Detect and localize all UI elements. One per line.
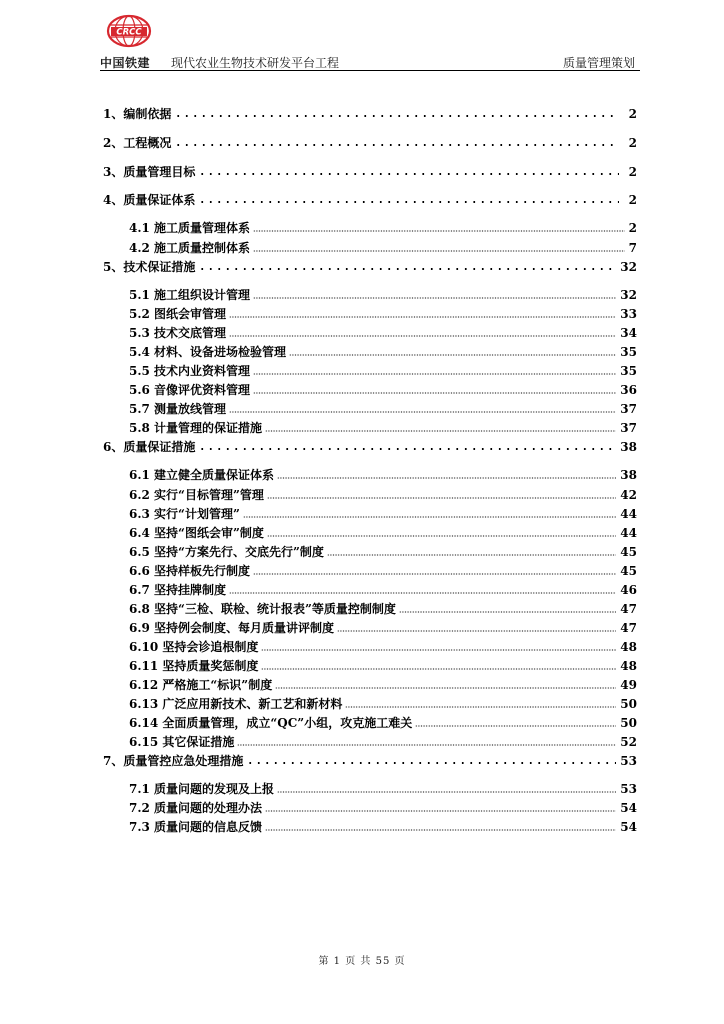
toc-entry-title: 1、编制依据 (103, 107, 172, 121)
toc-entry-title: 5.4 材料、设备进场检验管理 (129, 345, 287, 359)
toc-leader (198, 447, 616, 451)
toc-entry-title: 6.6 坚持样板先行制度 (129, 564, 251, 578)
toc-leader (253, 572, 616, 576)
page-number-label: 第 1 页 共 55 页 (318, 956, 406, 967)
toc-entry-page: 35 (620, 345, 637, 359)
toc-entry[interactable] (129, 522, 637, 540)
toc-entry-title: 5.3 技术交底管理 (129, 326, 227, 340)
toc-entry-title: 5.2 图纸会审管理 (129, 307, 227, 321)
toc-entry-page: 45 (620, 545, 637, 559)
toc-entry-page: 32 (620, 288, 637, 302)
toc-leader (174, 143, 619, 147)
toc-entry-page: 42 (620, 488, 637, 502)
toc-entry-page: 7 (628, 241, 637, 255)
toc-entry[interactable] (129, 693, 637, 711)
toc-entry[interactable] (103, 750, 637, 768)
toc-leader (253, 296, 616, 300)
toc-entry-page: 49 (620, 678, 637, 692)
toc-entry-page: 52 (620, 735, 637, 749)
toc-leader (229, 334, 616, 338)
toc-entry[interactable] (103, 161, 637, 179)
toc-entry[interactable] (129, 674, 637, 692)
toc-entry[interactable] (103, 256, 637, 274)
toc-entry[interactable] (103, 132, 637, 150)
toc-entry-page: 38 (620, 468, 637, 482)
toc-entry[interactable] (129, 303, 637, 321)
toc-entry[interactable] (129, 484, 637, 502)
toc-entry-page: 2 (628, 165, 637, 179)
toc-entry-page: 2 (628, 193, 637, 207)
toc-entry-page: 38 (620, 440, 637, 454)
toc-entry[interactable] (129, 636, 637, 654)
toc-entry-page: 47 (620, 621, 637, 635)
toc-entry-page: 54 (620, 801, 637, 815)
toc-entry-page: 46 (620, 583, 637, 597)
toc-leader (415, 724, 616, 728)
toc-entry[interactable] (129, 655, 637, 673)
toc-leader (261, 648, 616, 652)
toc-leader (253, 249, 625, 253)
toc-entry-page: 47 (620, 602, 637, 616)
toc-entry[interactable] (103, 103, 637, 121)
toc-entry-title: 6.3 实行“计划管理” (129, 507, 240, 521)
toc-entry-title: 6.13 广泛应用新技术、新工艺和新材料 (129, 697, 343, 711)
toc-entry[interactable] (129, 617, 637, 635)
toc-leader (289, 353, 616, 357)
toc-entry[interactable] (129, 322, 637, 340)
toc-leader (253, 391, 616, 395)
toc-entry-page: 53 (620, 754, 637, 768)
toc-entry-title: 5.1 施工组织设计管理 (129, 288, 251, 302)
toc-entry-title: 7.3 质量问题的信息反馈 (129, 820, 263, 834)
toc-entry-page: 35 (620, 364, 637, 378)
toc-entry[interactable] (129, 541, 637, 559)
toc-entry[interactable] (129, 579, 637, 597)
toc-entry-title: 4、质量保证体系 (103, 193, 196, 207)
toc-entry-title: 5、技术保证措施 (103, 260, 196, 274)
toc-entry-page: 53 (620, 782, 637, 796)
toc-leader (243, 515, 616, 519)
toc-entry[interactable] (129, 560, 637, 578)
toc-entry[interactable] (129, 797, 637, 815)
toc-entry-page: 2 (628, 136, 637, 150)
toc-entry[interactable] (103, 436, 637, 454)
toc-entry-title: 6.1 建立健全质量保证体系 (129, 468, 275, 482)
toc-entry[interactable] (129, 360, 637, 378)
toc-entry-title: 6、质量保证措施 (103, 440, 196, 454)
toc-leader (229, 410, 616, 414)
toc-entry-page: 45 (620, 564, 637, 578)
toc-entry-title: 5.7 测量放线管理 (129, 402, 227, 416)
toc-entry-page: 48 (620, 640, 637, 654)
toc-leader (275, 686, 616, 690)
toc-entry-page: 2 (628, 221, 637, 235)
toc-entry-page: 54 (620, 820, 637, 834)
page-header (100, 10, 640, 71)
toc-leader (265, 429, 616, 433)
toc-entry-title: 6.2 实行“目标管理”管理 (129, 488, 264, 502)
toc-entry[interactable] (129, 778, 637, 796)
toc-entry-page: 50 (620, 697, 637, 711)
toc-entry-page: 37 (620, 402, 637, 416)
toc-leader (253, 372, 616, 376)
toc-leader (277, 476, 616, 480)
toc-entry[interactable] (129, 464, 637, 482)
toc-entry[interactable] (129, 598, 637, 616)
toc-entry-page: 37 (620, 421, 637, 435)
toc-leader (174, 114, 619, 118)
toc-entry-title: 6.11 坚持质量奖惩制度 (129, 659, 259, 673)
toc-leader (277, 790, 616, 794)
toc-entry-page: 44 (620, 526, 637, 540)
company-name: 中国铁建 (100, 56, 151, 70)
toc-entry-page: 34 (620, 326, 637, 340)
toc-entry[interactable] (129, 217, 637, 235)
toc-leader (246, 761, 616, 765)
toc-entry[interactable] (129, 816, 637, 834)
toc-entry-title: 6.4 坚持“图纸会审”制度 (129, 526, 264, 540)
toc-leader (198, 267, 616, 271)
toc-entry-title: 6.15 其它保证措施 (129, 735, 235, 749)
document-title: 质量管理策划 (562, 56, 635, 70)
toc-entry-title: 6.12 严格施工“标识”制度 (129, 678, 273, 692)
toc-entry-title: 4.1 施工质量管理体系 (129, 221, 251, 235)
toc-entry-title: 7.2 质量问题的处理办法 (129, 801, 263, 815)
toc-entry[interactable] (103, 189, 637, 207)
toc-leader (345, 705, 616, 709)
toc-leader (261, 667, 616, 671)
toc-leader (327, 553, 616, 557)
toc-entry-title: 6.9 坚持例会制度、每月质量讲评制度 (129, 621, 335, 635)
project-name: 现代农业生物技术研发平台工程 (171, 56, 340, 70)
toc-entry-page: 33 (620, 307, 637, 321)
toc-entry-page: 2 (628, 107, 637, 121)
toc-entry-title: 6.5 坚持“方案先行、交底先行”制度 (129, 545, 324, 559)
toc-entry-title: 3、质量管理目标 (103, 165, 196, 179)
toc-leader (399, 610, 616, 614)
toc-entry-page: 36 (620, 383, 637, 397)
toc-leader (265, 809, 616, 813)
toc-leader (229, 315, 616, 319)
toc-leader (198, 172, 619, 176)
toc-entry[interactable] (129, 237, 637, 255)
toc-entry-page: 50 (620, 716, 637, 730)
toc-entry-page: 48 (620, 659, 637, 673)
toc-entry-page: 44 (620, 507, 637, 521)
toc-entry-title: 7、质量管控应急处理措施 (103, 754, 244, 768)
logo-text: CRCC (116, 27, 142, 38)
toc-entry[interactable] (129, 341, 637, 359)
toc-entry-title: 6.10 坚持会诊追根制度 (129, 640, 259, 654)
toc-entry-page: 32 (620, 260, 637, 274)
toc-entry-title: 6.14 全面质量管理，成立“QC”小组，攻克施工难关 (129, 716, 413, 730)
toc-entry[interactable] (129, 417, 637, 435)
toc-leader (253, 229, 625, 233)
toc-entry[interactable] (129, 712, 637, 730)
crcc-logo-icon (105, 14, 153, 54)
toc-leader (265, 828, 616, 832)
toc-entry-title: 6.7 坚持挂牌制度 (129, 583, 227, 597)
toc-entry[interactable] (129, 503, 637, 521)
page-footer (0, 952, 724, 967)
toc-entry-title: 5.5 技术内业资料管理 (129, 364, 251, 378)
toc-entry[interactable] (129, 379, 637, 397)
toc-leader (237, 743, 616, 747)
toc-leader (267, 534, 616, 538)
toc-entry[interactable] (129, 398, 637, 416)
toc-leader (337, 629, 616, 633)
toc-entry-title: 6.8 坚持“三检、联检、统计报表”等质量控制制度 (129, 602, 396, 616)
toc-entry[interactable] (129, 284, 637, 302)
toc-entry[interactable] (129, 731, 637, 749)
toc-entry-title: 5.8 计量管理的保证措施 (129, 421, 263, 435)
toc-entry-title: 5.6 音像评优资料管理 (129, 383, 251, 397)
toc-leader (229, 591, 616, 595)
toc-entry-title: 4.2 施工质量控制体系 (129, 241, 251, 255)
toc-leader (267, 496, 616, 500)
toc-entry-title: 7.1 质量问题的发现及上报 (129, 782, 275, 796)
toc-entry-title: 2、工程概况 (103, 136, 172, 150)
toc-leader (198, 200, 619, 204)
